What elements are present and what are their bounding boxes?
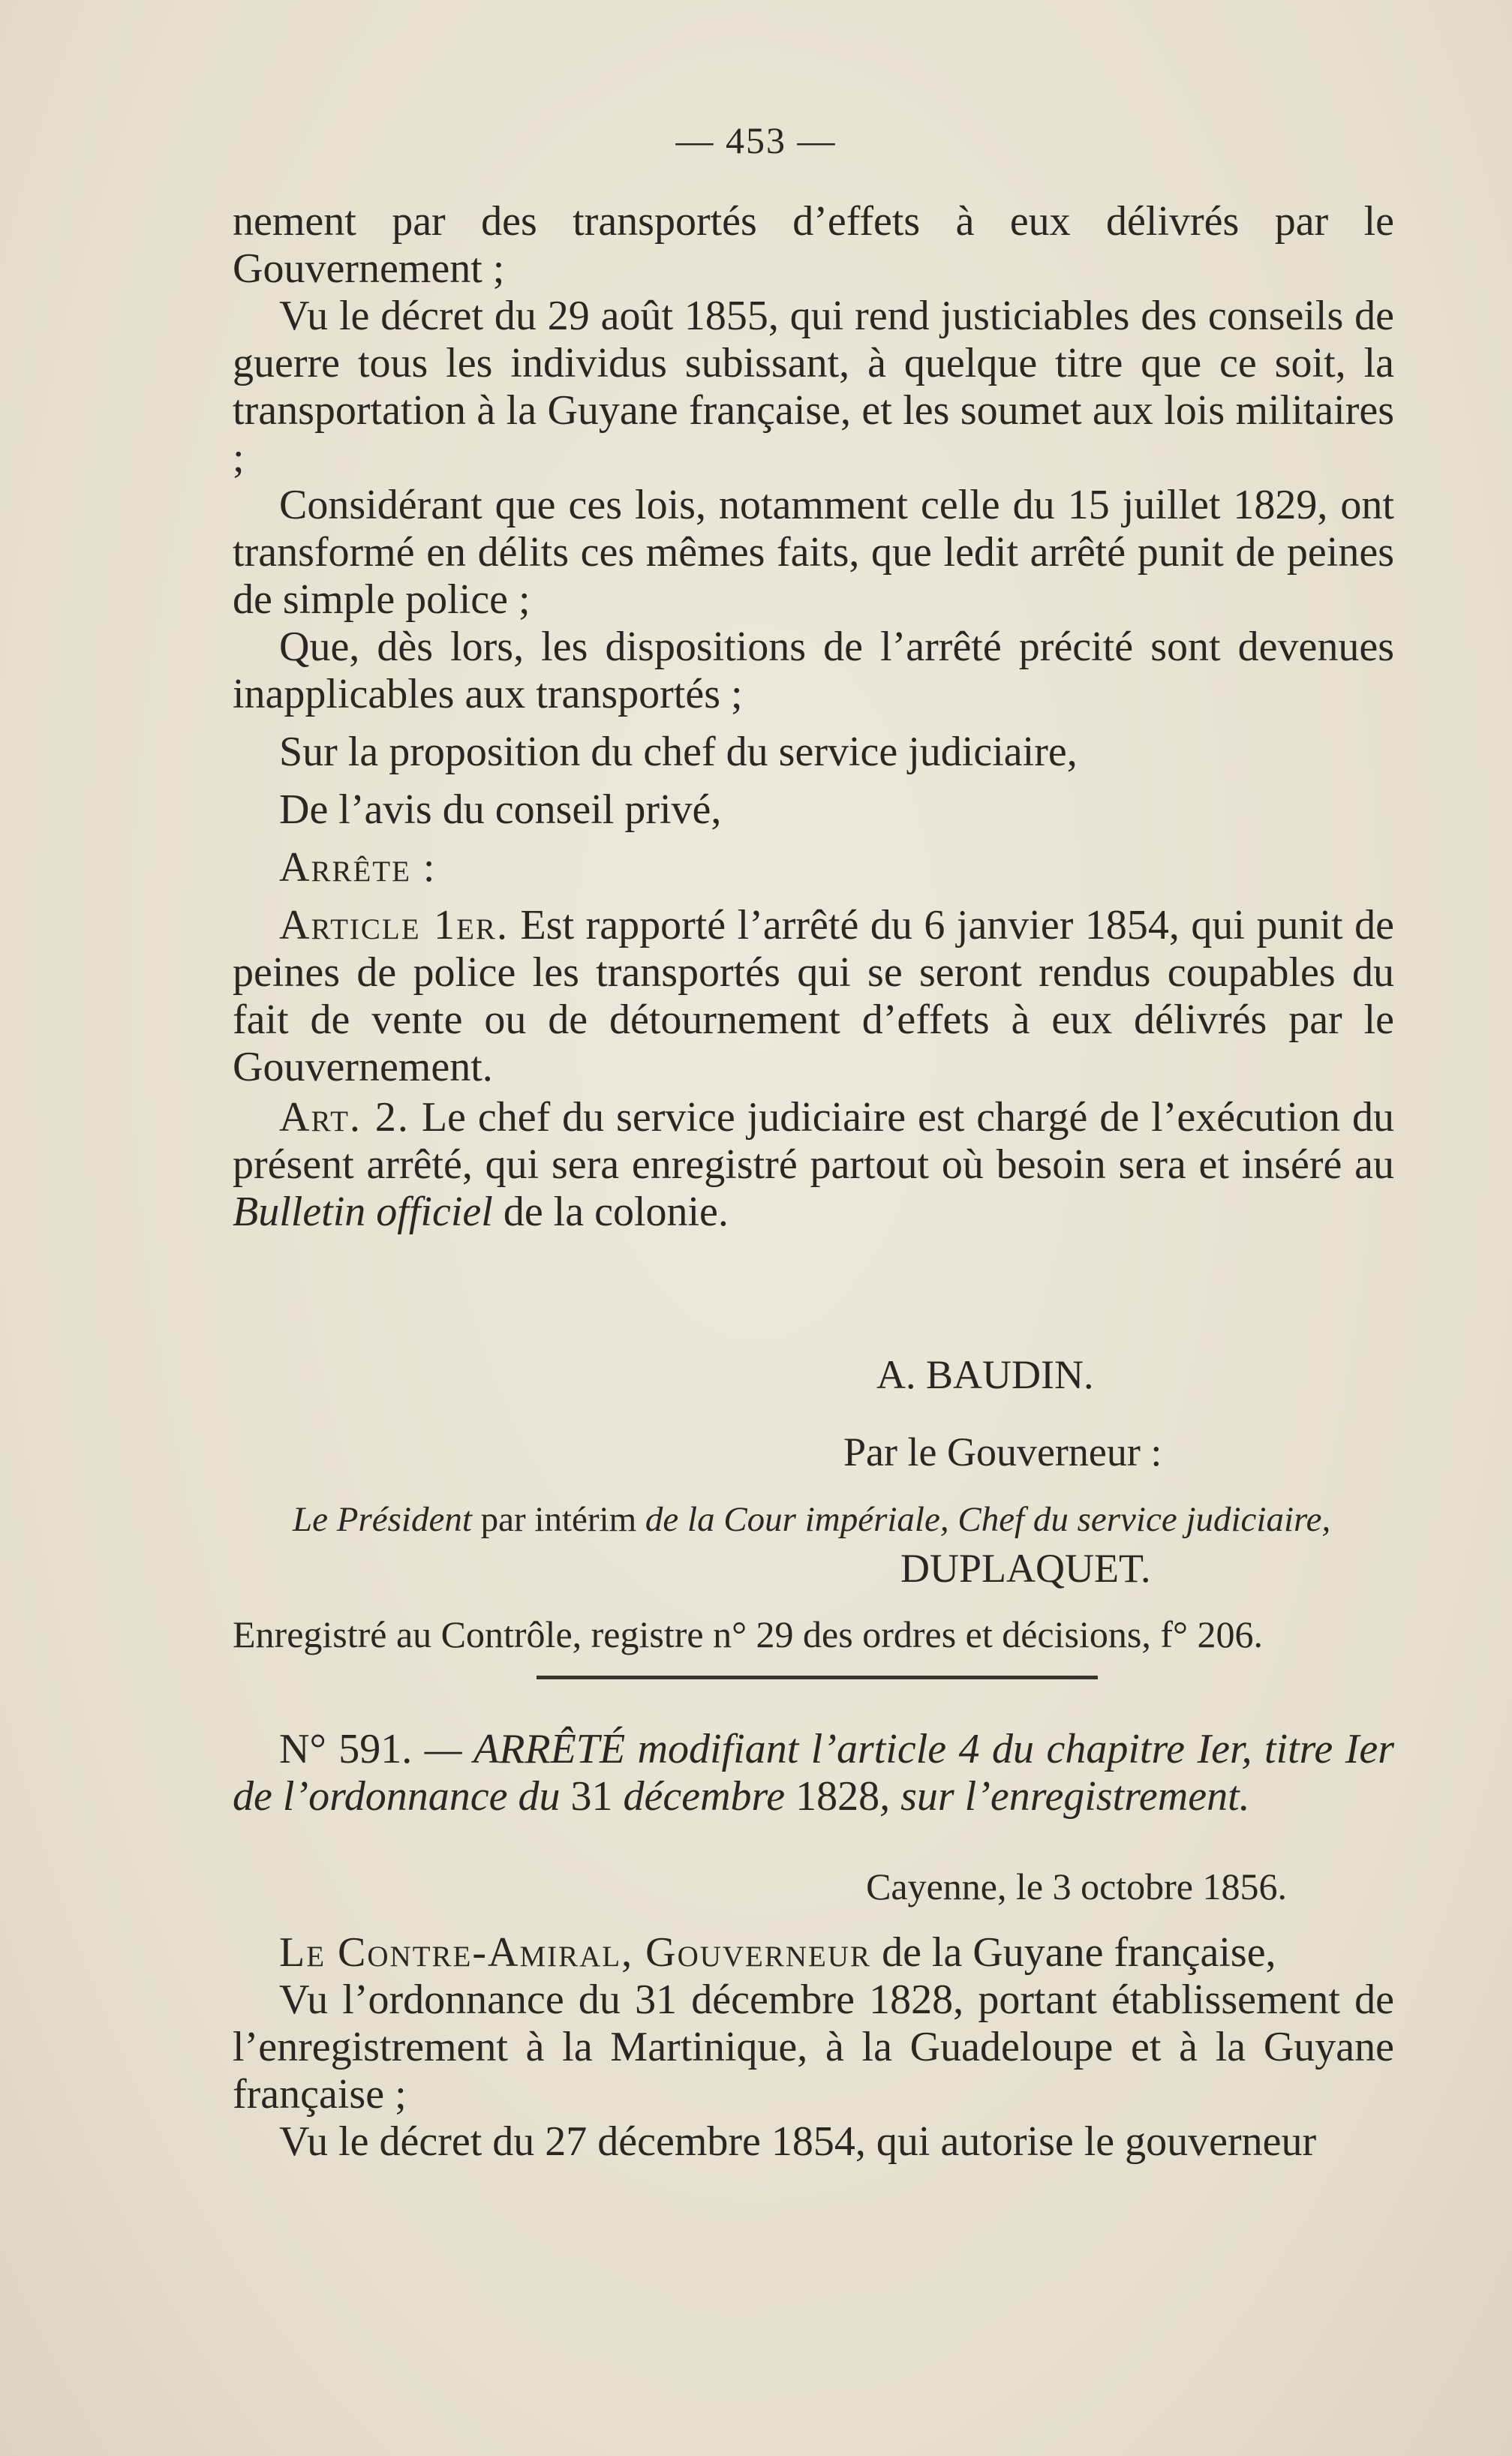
article-1 — [233, 902, 1394, 1091]
section-divider — [537, 1676, 1098, 1679]
decree-title: — ARRÊTÉ modifiant l’article 4 du chapitre Ier, titre Ier de l’ordonnance du — [233, 1726, 1395, 1820]
decree-date: Cayenne, le 3 octobre 1856. — [866, 1865, 1287, 1907]
page-number: — 453 — — [675, 119, 837, 161]
section-1-body — [233, 198, 1394, 1236]
article-2: Art. 2. Le chef du service judiciaire est chargé de l’exécution du présent arrêté, qui sera enregistré partout où besoin sera et inséré au Bulletin officiel de la colonie. — [233, 1094, 1395, 1235]
paragraph-que-des-lors: Que, dès lors, les dispositions de l’arrêté précité sont devenues inapplicables aux transportés ; — [233, 624, 1394, 717]
decree-number: N° 591. — [279, 1726, 413, 1772]
paragraph-considerant: Considérant que ces lois, notamment celle du 15 juillet 1829, ont transformé en délits ces mêmes faits, que ledit arrêté punit de peines de simple police ; — [233, 482, 1394, 623]
paragraph-continuation: nement par des transportés d’effets à eux délivrés par le Gouvernement ; — [233, 198, 1394, 292]
article-1-label: Article 1er. — [279, 902, 509, 948]
article-2-label: Art. 2. — [279, 1094, 410, 1141]
paragraph-avis: De l’avis du conseil privé, — [279, 786, 722, 833]
par-le-gouverneur: Par le Gouverneur : — [843, 1429, 1162, 1475]
section-2-title: N° 591. — ARRÊTÉ modifiant l’article 4 du chapitre Ier, titre Ier de l’ordonnance du 31 décembre 1828, sur l’enregistrement. — [233, 1726, 1395, 1820]
article-1-text: Est rapporté l’arrêté du 6 janvier 1854, qui punit de peines de police les transportés qui se seront rendus coupables du fait de vente ou de détournement d’effets à eux délivrés par le Gouvernement. — [233, 902, 1395, 1090]
paragraph-vu-ordonnance: Vu l’ordonnance du 31 décembre 1828, portant établissement de l’enregistrement à la Martinique, à la Guadeloupe et à la Guyane française ; — [233, 1977, 1394, 2118]
authority-line: Le Contre-Amiral, Gouverneur de la Guyane française, — [279, 1929, 1276, 1976]
bulletin-officiel: Bulletin officiel — [233, 1189, 493, 1235]
registration-note: Enregistré au Contrôle, registre n° 29 des ordres et décisions, f° 206. — [233, 1613, 1263, 1655]
paragraph-vu-decret: Vu le décret du 29 août 1855, qui rend justiciables des conseils de guerre tous les individus subissant, à quelque titre que ce soit, la transportation à la Guyane française, et les soumet aux lois militaires ; — [233, 293, 1394, 481]
section-2-body — [233, 1929, 1394, 2166]
paragraph-proposition: Sur la proposition du chef du service judiciaire, — [279, 729, 1078, 775]
paragraph-vu-decret-1854: Vu le décret du 27 décembre 1854, qui autorise le gouverneur — [279, 2118, 1317, 2165]
arrete-heading: Arrête : — [279, 844, 437, 891]
countersign: DUPLAQUET. — [900, 1546, 1151, 1591]
president-line: Le Président par intérim de la Cour impériale, Chef du service judiciaire, — [293, 1500, 1331, 1539]
signatory: A. BAUDIN. — [876, 1352, 1094, 1397]
